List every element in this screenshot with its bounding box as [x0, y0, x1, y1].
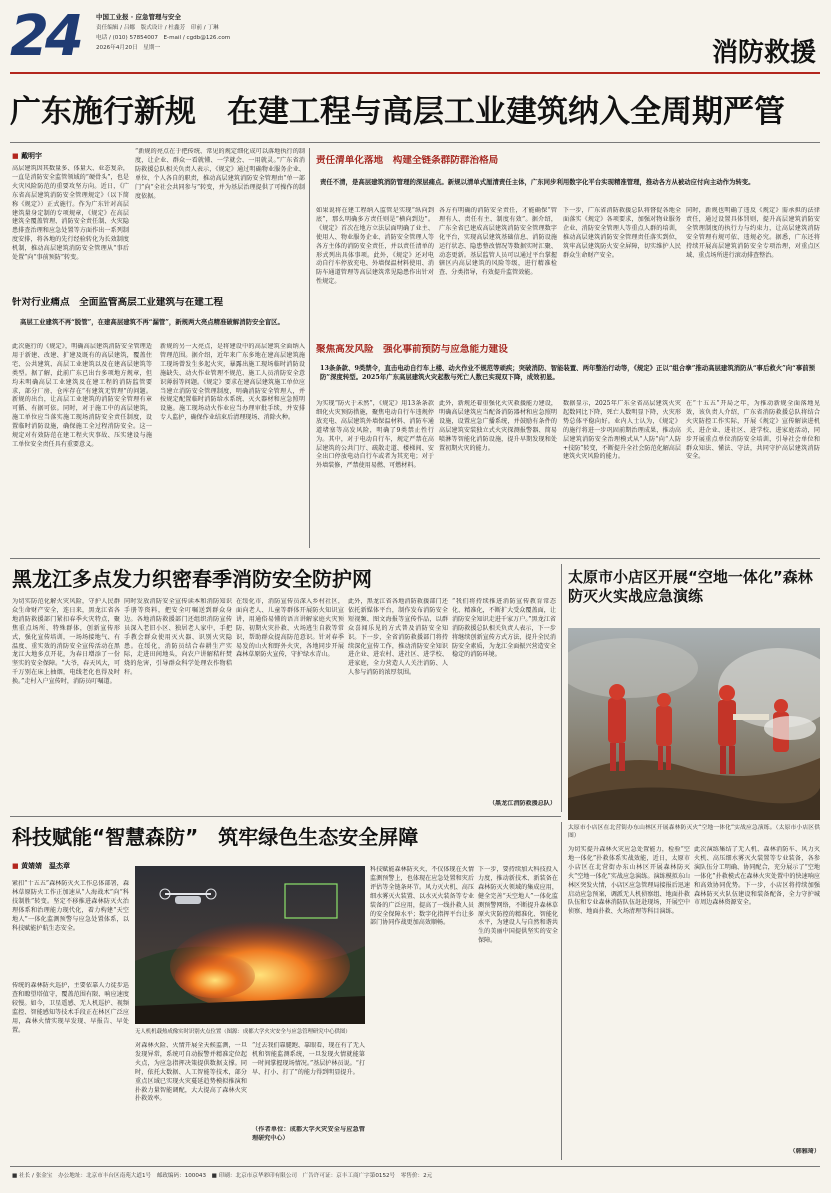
section-divider-1	[10, 558, 820, 559]
main-col2b-text: 新规的另一大亮点，是将建设中的高层建筑全面纳入管理范围。据介绍，近年来广东多地在建高层建筑施工现场曾发生多起火灾，暴露出施工现场临时消防设施缺失、动火作业管理不规范、施工人员消防安全意识薄弱等问题。《规定》要求在建高层建筑施工单位应当建立消防安全管理制度，明确消防安全管理人，并按规定配置临时消防给水系统、灭火器材和应急照明设施。施工现场动火作业应当办理审批手续，并安排专人监护，确保作业结束后清理现场、消除火种。	[160, 343, 305, 422]
main-byline	[12, 152, 132, 162]
hlj-col2-text: 同时发放消防安全宣传读本和消防知识手册等资料，把安全叮嘱送到群众身边。各地消防救援部门还组织消防宣传员深入老旧小区、独居老人家中，手把手教会群众使用灭火器、识别火灾隐患。在绥化，消防员结合春耕生产实际，走进田间地头，向农户讲解秸秆焚烧的危害，引导群众科学处理农作物秸秆。	[124, 598, 232, 677]
tech-col3-text: 对森林火险、火情开展全天候监测，一旦发现异常，系统可自动报警并精准定位起火点，为应急指挥决策提供数据支撑。同时，依托大数据、人工智能等技术，部分重点区域已实现火灾蔓延趋势模拟推演和扑救力量智能调配，大大提高了森林火灾扑救效率。	[135, 1042, 247, 1103]
hlj-headline: 黑龙江多点发力织密春季消防安全防护网	[12, 567, 372, 591]
tech-byline-name: 黄婧婧 温杰章	[21, 862, 71, 870]
tech-col2-text: 传统的森林防火巡护，主要依靠人力徒步巡查和瞭望塔值守，覆盖范围有限、响应速度较慢。如今，卫星遥感、无人机巡护、视频监控、智能感知等技术手段正在林区广泛应用，森林火情实现早发现、早报告、早处置。	[12, 982, 129, 1034]
tech-fire-photo	[135, 866, 365, 1024]
sub-heading-2: 责任清单化落地 构建全链条群防群治格局	[316, 155, 499, 166]
byline-marker: ■	[12, 152, 22, 160]
tech-caption: 无人机机载热成像实时识别火点位置（图源：成都大学火灾安全与应急管理研究中心供图）	[135, 1029, 351, 1035]
tech-col1-text: 紧扣“十五五”森林防灭火工作总体部署，森林草原防火工作正加速从“人海战术”向“科技制胜”转变。坚定不移推进森林防灭火治理体系和治理能力现代化，着力构建“天空地人”一体化监测预警与应急处置体系，以科技赋能护航生态安全。	[12, 880, 129, 932]
paper-name: 中国工业报 · 应急管理与安全	[96, 13, 181, 21]
tech-author-note: （作者单位：成都大学火灾安全与应急管理研究中心）	[252, 1126, 365, 1142]
lead-3: 13条条款、9类禁令，直击电动自行车上楼、动火作业不规范等顽疾；突破消防、智能装置、两年整治行动等，《规定》正以“组合拳”推动高层建筑消防从“事后救火”向“事前预防”深度转型。2025年广东高层建筑火灾起数与死亡人数已实现双下降，成效初显。	[320, 364, 816, 382]
byline-name: 戴明宇	[21, 152, 43, 160]
main-col5-text: 数据显示，2025年广东全省高层建筑火灾起数同比下降，死亡人数明显下降，火灾形势总体平稳向好。业内人士认为，《规定》的施行将进一步巩固前期治理成果，推动高层建筑消防安全治理模式从“人防”向“人防+技防”转变，不断提升全社会防范化解高层建筑火灾风险的能力。	[563, 400, 681, 461]
masthead	[0, 0, 831, 82]
section-title: 消防救援	[711, 38, 816, 68]
tech-col4-text: “过去我们靠腿跑、靠眼看，现在有了无人机和智能监测系统，一旦发现火情就能第一时间掌握现场情况。”基层护林员说。“打早、打小、打了”的能力得到明显提升。	[252, 1042, 365, 1076]
taiyuan-caption-text: 太原市小店区在北营街办东山林区开展森林防灭火“空地一体化”实战应急演练。	[568, 825, 776, 831]
hlj-col1-text: 为切实防范化解火灾风险，守护人民群众生命财产安全，连日来，黑龙江省各地消防救援部门紧扣春季火灾特点，聚焦重点场所、特殊群体，创新宣传形式，强化宣传培训，一场场接地气、有温度、重实效的消防安全宣传活动在黑龙江大地多点开花，为春日增添了一份坚实的安全保障。“大爷，春天风大，可千万别在床上抽烟，电线老化也得及时换。”走村入户宣传时，消防员叮嘱道。	[12, 598, 120, 686]
lead-2: 责任不清，是高层建筑消防管理的深层痛点。新规以清单式厘清责任主体，广东同步利用数字化平台实现精准管理，推动各方从被动应付向主动作为转变。	[320, 178, 755, 186]
headline-divider	[10, 142, 820, 143]
tech-byline	[12, 862, 152, 872]
taiyuan-source: （韩雅琦）	[789, 1148, 820, 1155]
hlj-col5-text: “我们将持续推进消防宣传教育常态化、精准化，不断扩大受众覆盖面，让消防安全知识走进千家万户。”黑龙江省消防救援总队相关负责人表示，下一步将继续创新宣传方式方法，提升全民消防安全素质，为龙江全面振兴营造安全稳定的消防环境。	[452, 598, 556, 659]
main-col1-text: 高层建筑因其数量多、体量大、业态复杂，一直是消防安全监管领域的“硬骨头”，也是火灾风险防范的重要攻坚方向。近日，《广东省高层建筑消防安全管理规定》（以下简称《规定》）正式施行。作为广东针对高层建筑量身定制的专项规章，《规定》在高层建筑全覆盖管理、消防安全责任制、火灾隐患排查治理和应急处置等方面作出一系列制度安排，将各地的先行经验转化为长效制度机制，推动高层建筑消防安全管理从“事后处置”向“事前预防”转变。	[12, 165, 129, 262]
main-headline: 广东施行新规 在建工程与高层工业建筑纳入全周期严管	[10, 94, 785, 130]
main-col1b-text: 此次施行的《规定》，明确高层建筑消防安全管理适用于新建、改建、扩建及既有的高层建筑，覆盖住宅、公共建筑、高层工业建筑以及在建高层建筑等类型。据了解，此前广东已出台多项地方规章，但均未明确高层工业建筑及在建工程的消防监管要求，部分厂房、仓库存在“有建筑无管理”的问题。新规的出台，让高层工业建筑的消防安全管理有章可循、有据可依。同时，对于施工中的高层建筑，施工单位应当落实施工现场消防安全责任制度，设置临时消防设施，确保施工全过程消防安全。这一规定对有效防范在建工程火灾事故、压实建设与施工单位安全责任具有重要意义。	[12, 343, 152, 448]
forest-fire-drill-illustration	[568, 628, 820, 820]
hlj-col4-text: 此外，黑龙江省各地消防救援部门还依托新媒体平台，制作发布消防安全短视频、图文海报等宣传作品，以群众喜闻乐见的方式普及消防安全知识。下一步，全省消防救援部门将持续深化宣传工作，推动消防安全知识进企业、进农村、进社区、进学校、进家庭，全力营造人人关注消防、人人参与消防的浓厚氛围。	[348, 598, 448, 677]
taiyuan-caption	[568, 824, 820, 842]
sub-heading-1: 针对行业痛点 全面监管高层工业建筑与在建工程	[12, 297, 224, 308]
tech-col5-text: 科技赋能森林防灭火，不仅体现在火情监测预警上，也体现在应急处置和灾后评估等全链条环节。风力灭火机、高压细水雾灭火装置、以水灭火装备等专业装备的广泛应用，提高了一线扑救人员的安全保障水平；数字化指挥平台让多部门协同作战更加高效顺畅。	[370, 866, 474, 927]
right-col4-text: 同时，新规也明确了违反《规定》需承担的法律责任，通过设置具体罚则，提升高层建筑消防安全管理制度的执行力与约束力，让高层建筑消防安全管理有规可依、违规必究。据悉，广东还将持续开展高层建筑消防安全专项治理，对重点区域、重点场所进行滚动排查整治。	[686, 207, 820, 259]
section-divider-2	[10, 816, 561, 817]
right-col2-text: 各方有明确的消防安全责任，才能确保“管理有人、责任有主、制度有效”。据介绍，广东全省已建成高层建筑消防安全管理数字化平台，实现高层建筑基础信息、消防设施运行状态、隐患整改情况等数据实时汇聚、动态更新。基层监管人员可以通过平台掌握辖区内高层建筑的风险等级，进行精准检查、分类指导，有效提升监管效能。	[439, 207, 557, 277]
main-col3-text: 为实现“防火于未然”，《规定》用13条条款细化火灾预防措施，聚焦电动自行车违规停放充电、高层建筑外墙保温材料、消防车通道堵塞等高发风险，明确了9类禁止性行为。其中，对于电动自行车，规定严禁在高层建筑的公共门厅、疏散走道、楼梯间、安全出口停放电动自行车或者为其充电；对于外墙装修，严禁使用易燃、可燃材料。	[316, 400, 434, 470]
taiyuan-caption-source: （太原市小店区供图）	[568, 825, 820, 839]
taiyuan-headline: 太原市小店区开展“空地一体化”森林防灭火实战应急演练	[568, 568, 813, 605]
right-col1-text: 如果说将在建工程纳入监管是实现“纵向到底”，那么明确多方责任则是“横向到边”。《规定》首次在地方立法层面明确了业主、使用人、物业服务企业、消防安全管理人等各方主体的消防安全责任，并以责任清单的形式列出具体事项。此外，《规定》还对电动自行车停放充电、外墙保温材料使用、消防车通道管理等高层建筑常见隐患作出针对性规定。	[316, 207, 434, 286]
hlj-col3-text: 在绥化市，消防宣传员深入乡村社区，面向老人、儿童等群体开展防火知识宣讲，用通俗易懂的语言讲解家庭火灾预防、初期火灾扑救、火场逃生自救等常识，帮助群众提高防范意识。针对春季易发的山火和野外火灾，各地同步开展森林草原防火宣传，守护绿水青山。	[236, 598, 344, 659]
editors-line: 责任编辑 / 吕娜 版式设计 / 杜鑫芳 印前 / 丁琳	[96, 25, 219, 31]
tech-headline: 科技赋能“智慧森防” 筑牢绿色生态安全屏障	[12, 825, 419, 849]
hlj-source: （黑龙江消防救援总队）	[488, 800, 556, 807]
hotline: 电话 / (010) 57854007 E-mail / cgdb@126.com	[96, 35, 231, 41]
main-col4-text: 此外，新规还着重强化火灾救援能力建设，明确高层建筑应当配备消防器材和应急照明设施，设置应急广播系统，并鼓励有条件的高层建筑安装独立式火灾探测报警器、简易喷淋等智能化消防设施，提升早期发现和处置初期火灾的能力。	[439, 400, 557, 452]
main-col2-text: “新规的亮点在于把传统、常见的规定细化成可以落地执行的制度，让企业、群众一看就懂、一学就会、一用就灵。”广东省消防救援总队相关负责人表示，《规定》通过明确物业服务企业、单位、个人各自的职责，推动高层建筑消防安全管理由“单一部门”向“全社会共同参与”转变，并为基层治理提供了可操作的制度依据。	[135, 148, 305, 200]
taiyuan-drill-photo	[568, 628, 820, 820]
lead-1: 高层工业建筑不再“脱管”，在建高层建筑不再“漏管”，新规两大亮点精准破解消防安全盲区。	[20, 318, 284, 326]
vertical-divider-main	[309, 148, 310, 548]
issue-date: 2026年4月20日 星期一	[96, 45, 161, 51]
footer-text: ■ 社长 / 张金宝 办公地址：北京市丰台区南苑大道1号 邮政编码：100043 ■ 印刷：北京市京华彩印有限公司 广告许可证：京丰工商广字第0152号 零售价：2元	[12, 1173, 433, 1179]
tech-byline-marker: ■	[12, 862, 22, 870]
thermal-drone-illustration	[135, 866, 365, 1024]
main-col6-text: 在“十五五”开局之年，为推动新规全面落地见效，该负责人介绍，广东省消防救援总队将结合火灾防控工作实际，开展《规定》宣传解读进机关、进企业、进社区、进学校、进家庭活动，同步开展重点单位消防安全培训，引导社会单位和群众知法、懂法、守法，共同守护高层建筑消防安全。	[686, 400, 820, 461]
page-number: 24	[10, 8, 80, 66]
vertical-divider-bottom	[561, 822, 562, 1160]
masthead-divider	[10, 72, 820, 74]
right-col3-text: 下一步，广东省消防救援总队将督促各地全面落实《规定》各项要求，加强对物业服务企业、消防安全管理人等重点人群的培训，推动高层建筑消防安全管理责任落实到位，筑牢高层建筑防火安全屏障，切实维护人民群众生命财产安全。	[563, 207, 681, 259]
taiyuan-text2: 此次演练集结了无人机、森林消防车、风力灭火机、高压细水雾灭火装置等专业装备，各参演队伍分工明确、协同配合，充分展示了“空地一体化”扑救模式在森林火灾处置中的快速响应和高效协同优势。下一步，小店区将持续加强森林防灭火队伍建设和装备配备，全力守护城市周边森林资源安全。	[694, 846, 820, 907]
vertical-divider-hlj	[561, 564, 562, 812]
footer-divider	[10, 1166, 820, 1167]
sub-heading-3: 聚焦高发风险 强化事前预防与应急能力建设	[316, 344, 508, 355]
tech-col6-text: 下一步，要持续加大科技投入力度，推动新技术、新装备在森林防灭火领域的集成应用，健全完善“天空地人”一体化监测预警网络，不断提升森林草原火灾防控的精准化、智能化水平，为建设人与自然和谐共生的美丽中国提供坚实的安全保障。	[478, 866, 558, 945]
taiyuan-text: 为切实提升森林火灾应急处置能力，检验“空地一体化”扑救体系实战效能，近日，太原市小店区在北营街办东山林区开展森林防灭火“空地一体化”实战应急演练。演练模拟东山林区突发火情，小店区应急管理局接报后迅速启动应急预案，调派无人机侦察组、地面扑救队伍和专业森林消防队伍赶赴现场，开展空中侦察、地面扑救、火场清理等科目演练。	[568, 846, 690, 916]
